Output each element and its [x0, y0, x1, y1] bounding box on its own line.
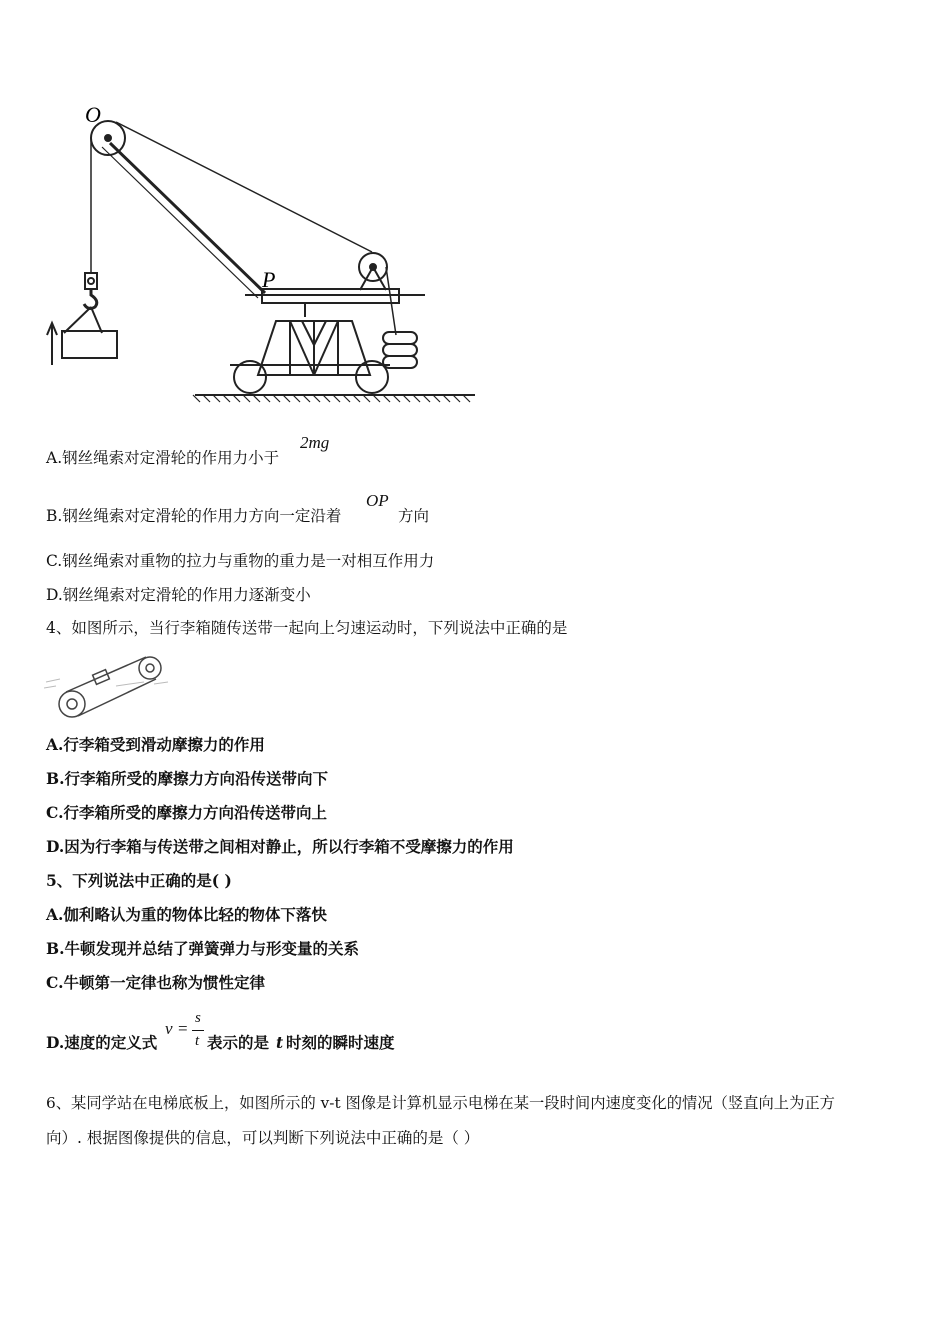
q3-option-b-math: OP [366, 491, 389, 510]
q5-option-c: C.牛顿第一定律也称为惯性定律 [46, 973, 265, 992]
q4-option-c: C.行李箱所受的摩擦力方向沿传送带向上 [46, 803, 327, 822]
q5-option-d-prefix: D.速度的定义式 [46, 1033, 158, 1052]
q5-option-d-t: t [276, 1033, 284, 1052]
q5-stem: 5、下列说法中正确的是( ) [46, 871, 232, 890]
q5-formula-eq: = [178, 1019, 188, 1038]
q5-formula-den: t [195, 1033, 200, 1049]
q3-option-b-suffix: 方向 [398, 507, 430, 525]
label-p: P [262, 267, 276, 292]
q6-stem-line1: 6、某同学站在电梯底板上，如图所示的 v-t 图像是计算机显示电梯在某一段时间内速度变化的情况（竖直向上为正方 [46, 1094, 835, 1112]
q3-option-a-text: A.钢丝绳索对定滑轮的作用力小于 [46, 449, 280, 467]
q3-option-d: D.钢丝绳索对定滑轮的作用力逐渐变小 [46, 586, 311, 604]
q3-option-b [46, 506, 341, 526]
q5-option-a: A.伽利略认为重的物体比轻的物体下落快 [46, 905, 327, 924]
q5-formula-v: v [165, 1019, 173, 1038]
q3-option-a [46, 448, 279, 468]
q5-option-d-middle: 表示的是 [207, 1033, 270, 1052]
label-o: O [85, 102, 101, 127]
q3-option-c: C.钢丝绳索对重物的拉力与重物的重力是一对相互作用力 [46, 552, 435, 570]
q5-fraction-bar [192, 1030, 204, 1031]
q5-option-d-suffix: 时刻的瞬时速度 [286, 1033, 395, 1052]
q3-option-b-text: B.钢丝绳索对定滑轮的作用力方向一定沿着 [46, 507, 342, 525]
q4-option-a: A.行李箱受到滑动摩擦力的作用 [46, 735, 265, 754]
conveyor-figure [44, 652, 174, 722]
q4-option-b: B.行李箱所受的摩擦力方向沿传送带向下 [46, 769, 328, 788]
q6-stem-line2: 向）. 根据图像提供的信息，可以判断下列说法中正确的是（ ） [46, 1129, 480, 1147]
q4-stem: 4、如图所示，当行李箱随传送带一起向上匀速运动时，下列说法中正确的是 [46, 619, 568, 637]
q5-formula-num: s [195, 1010, 201, 1026]
q3-option-a-math: 2mg [300, 433, 330, 452]
q4-option-d: D.因为行李箱与传送带之间相对静止，所以行李箱不受摩擦力的作用 [46, 837, 514, 856]
q5-option-b: B.牛顿发现并总结了弹簧弹力与形变量的关系 [46, 939, 359, 958]
crane-figure [40, 95, 490, 415]
